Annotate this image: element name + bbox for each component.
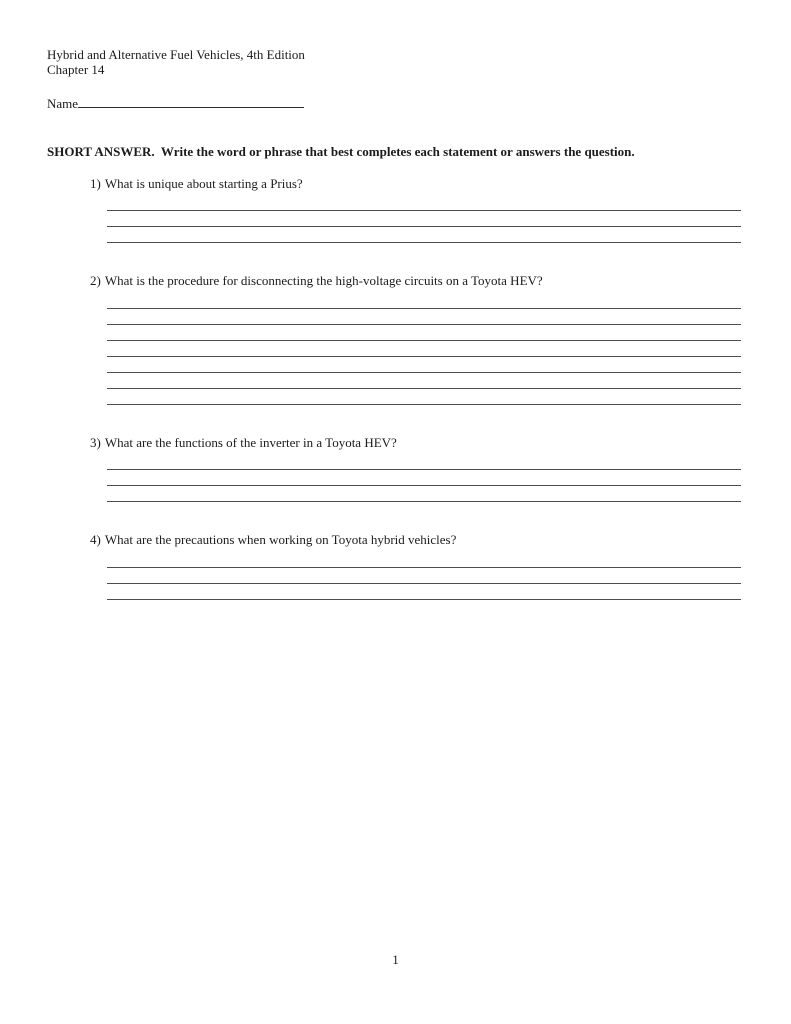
question-text bbox=[90, 435, 741, 451]
name-row bbox=[47, 94, 741, 112]
answer-line bbox=[107, 325, 741, 341]
answer-lines bbox=[107, 293, 741, 405]
question-4 bbox=[47, 532, 741, 600]
document-header bbox=[47, 47, 741, 78]
answer-line bbox=[107, 357, 741, 373]
name-label: Name bbox=[47, 95, 79, 111]
answer-line bbox=[107, 195, 741, 211]
question-number: 3) bbox=[90, 434, 101, 450]
question-prompt: What are the functions of the inverter in a Toyota HEV? bbox=[104, 434, 397, 450]
answer-line bbox=[107, 293, 741, 309]
question-1 bbox=[47, 176, 741, 244]
answer-line bbox=[107, 373, 741, 389]
question-2 bbox=[47, 273, 741, 405]
answer-lines bbox=[107, 454, 741, 502]
questions-list bbox=[47, 176, 741, 600]
question-3 bbox=[47, 435, 741, 503]
answer-line bbox=[107, 486, 741, 502]
document-title: Hybrid and Alternative Fuel Vehicles, 4th Edition bbox=[47, 47, 305, 62]
question-prompt: What are the precautions when working on Toyota hybrid vehicles? bbox=[104, 532, 457, 548]
name-blank-line bbox=[78, 94, 304, 108]
answer-line bbox=[107, 211, 741, 227]
answer-line bbox=[107, 552, 741, 568]
question-text bbox=[90, 532, 741, 548]
answer-line bbox=[107, 568, 741, 584]
answer-line bbox=[107, 341, 741, 357]
question-text bbox=[90, 273, 741, 289]
answer-line bbox=[107, 227, 741, 243]
chapter-label: Chapter 14 bbox=[47, 62, 105, 78]
answer-line bbox=[107, 389, 741, 405]
answer-line bbox=[107, 470, 741, 486]
section-heading: SHORT ANSWER. Write the word or phrase that best completes each statement or answers the question. bbox=[47, 143, 635, 159]
answer-line bbox=[107, 454, 741, 470]
question-number: 4) bbox=[90, 532, 101, 548]
question-number: 1) bbox=[90, 175, 101, 191]
answer-line bbox=[107, 309, 741, 325]
answer-lines bbox=[107, 552, 741, 600]
question-prompt: What is the procedure for disconnecting the high-voltage circuits on a Toyota HEV? bbox=[104, 273, 543, 289]
question-text bbox=[90, 176, 741, 192]
question-prompt: What is unique about starting a Prius? bbox=[104, 175, 303, 191]
page-number: 1 bbox=[392, 952, 399, 967]
answer-lines bbox=[107, 195, 741, 243]
question-number: 2) bbox=[90, 273, 101, 289]
answer-line bbox=[107, 584, 741, 600]
